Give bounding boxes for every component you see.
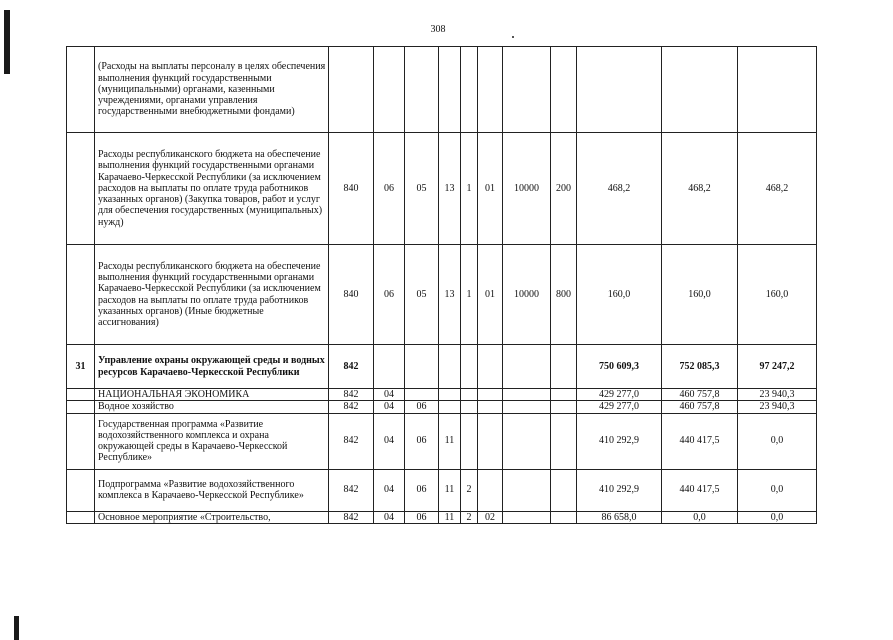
table-row: [67, 47, 817, 133]
subprogram-code-cell: [461, 401, 478, 413]
program-code-cell: 13: [439, 245, 461, 345]
expense-type-cell: [551, 47, 577, 133]
expense-direction-cell: [503, 345, 551, 389]
amount-year-2-cell: 440 417,5: [662, 413, 738, 469]
amount-year-1-cell: 429 277,0: [577, 389, 662, 401]
description-cell: Государственная программа «Развитие водохозяйственного комплекса и охрана окружающей среды в Карачаево-Черкесской Республике»: [95, 413, 329, 469]
subsection-code-cell: [405, 345, 439, 389]
table-row: [67, 469, 817, 511]
row-index-cell: [67, 389, 95, 401]
row-index-cell: [67, 245, 95, 345]
section-code-cell: 04: [374, 469, 405, 511]
scan-edge-mark-bottom: [14, 616, 19, 640]
main-activity-code-cell: [478, 469, 503, 511]
amount-year-3-cell: 23 940,3: [738, 389, 817, 401]
amount-year-1-cell: 410 292,9: [577, 413, 662, 469]
expense-direction-cell: [503, 511, 551, 523]
amount-year-1-cell: 86 658,0: [577, 511, 662, 523]
description-cell: НАЦИОНАЛЬНАЯ ЭКОНОМИКА: [95, 389, 329, 401]
amount-year-2-cell: 160,0: [662, 245, 738, 345]
subsection-code-cell: 06: [405, 401, 439, 413]
row-index-cell: 31: [67, 345, 95, 389]
main-activity-code-cell: [478, 401, 503, 413]
program-code-cell: 11: [439, 511, 461, 523]
expense-direction-cell: 10000: [503, 245, 551, 345]
row-index-cell: [67, 133, 95, 245]
subprogram-code-cell: [461, 47, 478, 133]
main-activity-code-cell: [478, 413, 503, 469]
subprogram-code-cell: [461, 389, 478, 401]
table-row: [67, 413, 817, 469]
section-code-cell: 06: [374, 245, 405, 345]
amount-year-3-cell: 0,0: [738, 511, 817, 523]
ministry-code-cell: 840: [329, 245, 374, 345]
amount-year-3-cell: 23 940,3: [738, 401, 817, 413]
description-cell: Водное хозяйство: [95, 401, 329, 413]
expense-type-cell: [551, 401, 577, 413]
main-activity-code-cell: [478, 47, 503, 133]
expense-type-cell: [551, 469, 577, 511]
budget-table: [66, 46, 817, 524]
section-code-cell: [374, 345, 405, 389]
program-code-cell: 11: [439, 413, 461, 469]
expense-direction-cell: [503, 401, 551, 413]
table-row: [67, 345, 817, 389]
ministry-code-cell: 842: [329, 469, 374, 511]
subprogram-code-cell: [461, 413, 478, 469]
amount-year-3-cell: 0,0: [738, 413, 817, 469]
amount-year-3-cell: 468,2: [738, 133, 817, 245]
amount-year-2-cell: 468,2: [662, 133, 738, 245]
description-cell: Подпрограмма «Развитие водохозяйственного комплекса в Карачаево-Черкесской Республике»: [95, 469, 329, 511]
expense-type-cell: [551, 389, 577, 401]
program-code-cell: [439, 345, 461, 389]
subsection-code-cell: 06: [405, 413, 439, 469]
description-cell: Расходы республиканского бюджета на обеспечение выполнения функций государственными органами Карачаево-Черкесской Республики (за исключением расходов на выплаты по оплате труда работников указанных органов) (Закупка товаров, работ и услуг для обеспечения государственных (муниципальных) нужд): [95, 133, 329, 245]
main-activity-code-cell: [478, 345, 503, 389]
table-row: [67, 389, 817, 401]
subsection-code-cell: 06: [405, 511, 439, 523]
amount-year-1-cell: 160,0: [577, 245, 662, 345]
amount-year-3-cell: [738, 47, 817, 133]
expense-type-cell: 800: [551, 245, 577, 345]
expense-direction-cell: [503, 47, 551, 133]
subprogram-code-cell: [461, 345, 478, 389]
ministry-code-cell: 842: [329, 401, 374, 413]
row-index-cell: [67, 511, 95, 523]
section-code-cell: 04: [374, 413, 405, 469]
section-code-cell: [374, 47, 405, 133]
expense-direction-cell: [503, 389, 551, 401]
scan-speck: [512, 36, 514, 38]
amount-year-2-cell: 460 757,8: [662, 401, 738, 413]
row-index-cell: [67, 47, 95, 133]
description-cell: Управление охраны окружающей среды и водных ресурсов Карачаево-Черкесской Республики: [95, 345, 329, 389]
expense-direction-cell: 10000: [503, 133, 551, 245]
program-code-cell: 13: [439, 133, 461, 245]
amount-year-3-cell: 160,0: [738, 245, 817, 345]
amount-year-1-cell: [577, 47, 662, 133]
subsection-code-cell: [405, 389, 439, 401]
amount-year-2-cell: 440 417,5: [662, 469, 738, 511]
expense-direction-cell: [503, 469, 551, 511]
section-code-cell: 04: [374, 511, 405, 523]
subsection-code-cell: 06: [405, 469, 439, 511]
subprogram-code-cell: 2: [461, 511, 478, 523]
row-index-cell: [67, 413, 95, 469]
ministry-code-cell: 842: [329, 511, 374, 523]
expense-type-cell: [551, 511, 577, 523]
expense-type-cell: 200: [551, 133, 577, 245]
main-activity-code-cell: [478, 389, 503, 401]
expense-direction-cell: [503, 413, 551, 469]
table-row: [67, 511, 817, 523]
section-code-cell: 04: [374, 401, 405, 413]
table-row: [67, 401, 817, 413]
expense-type-cell: [551, 345, 577, 389]
subprogram-code-cell: 1: [461, 133, 478, 245]
subsection-code-cell: [405, 47, 439, 133]
program-code-cell: 11: [439, 469, 461, 511]
section-code-cell: 06: [374, 133, 405, 245]
ministry-code-cell: 842: [329, 345, 374, 389]
amount-year-2-cell: [662, 47, 738, 133]
amount-year-2-cell: 460 757,8: [662, 389, 738, 401]
section-code-cell: 04: [374, 389, 405, 401]
ministry-code-cell: 842: [329, 389, 374, 401]
description-cell: Расходы республиканского бюджета на обеспечение выполнения функций государственными органами Карачаево-Черкесской Республики (за исключением расходов на выплаты по оплате труда работников указанных органов) (Иные бюджетные ассигнования): [95, 245, 329, 345]
amount-year-1-cell: 750 609,3: [577, 345, 662, 389]
ministry-code-cell: [329, 47, 374, 133]
row-index-cell: [67, 401, 95, 413]
subprogram-code-cell: 2: [461, 469, 478, 511]
scan-edge-mark: [4, 10, 10, 74]
amount-year-2-cell: 0,0: [662, 511, 738, 523]
ministry-code-cell: 840: [329, 133, 374, 245]
description-cell: Основное мероприятие «Строительство,: [95, 511, 329, 523]
subprogram-code-cell: 1: [461, 245, 478, 345]
table-row: [67, 133, 817, 245]
program-code-cell: [439, 401, 461, 413]
amount-year-3-cell: 97 247,2: [738, 345, 817, 389]
page-number: 308: [430, 24, 446, 35]
amount-year-2-cell: 752 085,3: [662, 345, 738, 389]
main-activity-code-cell: 02: [478, 511, 503, 523]
main-activity-code-cell: 01: [478, 133, 503, 245]
ministry-code-cell: 842: [329, 413, 374, 469]
amount-year-3-cell: 0,0: [738, 469, 817, 511]
amount-year-1-cell: 468,2: [577, 133, 662, 245]
amount-year-1-cell: 429 277,0: [577, 401, 662, 413]
subsection-code-cell: 05: [405, 133, 439, 245]
amount-year-1-cell: 410 292,9: [577, 469, 662, 511]
expense-type-cell: [551, 413, 577, 469]
program-code-cell: [439, 47, 461, 133]
row-index-cell: [67, 469, 95, 511]
main-activity-code-cell: 01: [478, 245, 503, 345]
description-cell: (Расходы на выплаты персоналу в целях обеспечения выполнения функций государственными (муниципальными) органами, казенными учреждениями, органами управления государственными внебюджетными фондами): [95, 47, 329, 133]
table-row: [67, 245, 817, 345]
subsection-code-cell: 05: [405, 245, 439, 345]
program-code-cell: [439, 389, 461, 401]
